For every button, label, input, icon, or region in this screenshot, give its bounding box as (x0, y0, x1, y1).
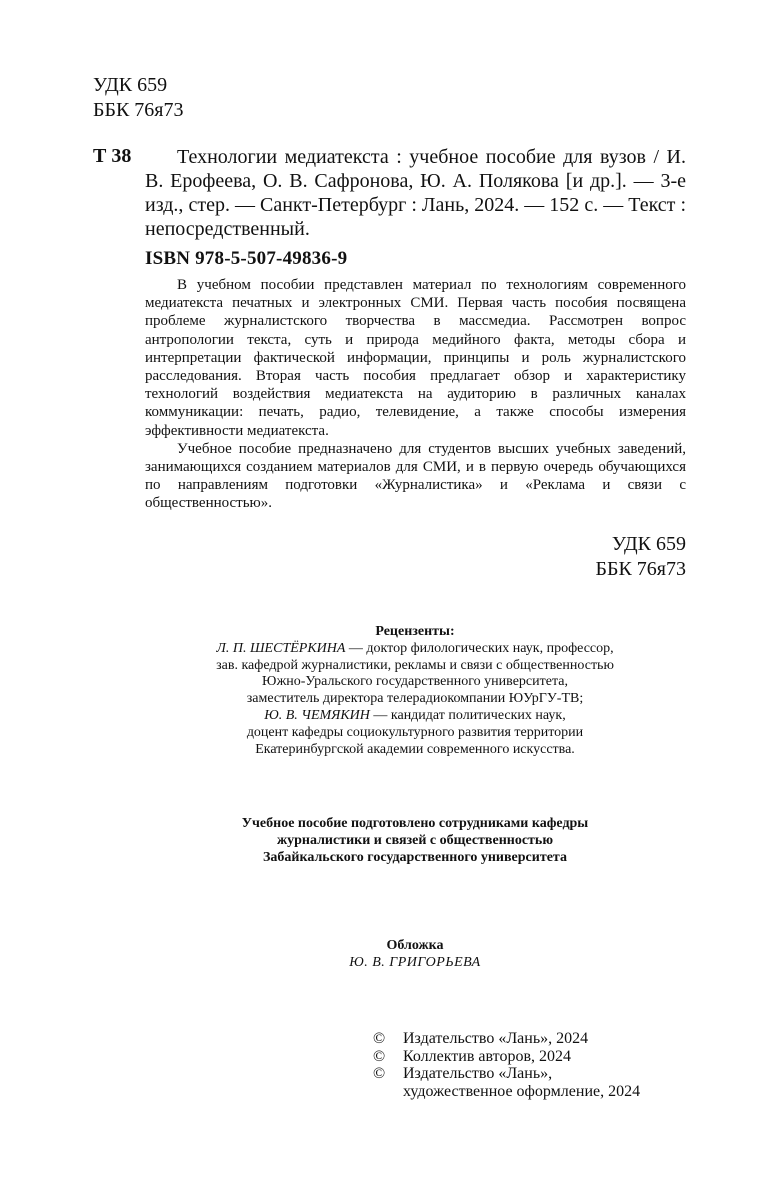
reviewer-credentials: заместитель директора телерадиокомпании ЮУрГУ-ТВ; (246, 691, 584, 707)
cover-author: Ю. В. ГРИГОРЬЕВА (349, 954, 481, 970)
reviewers-title: Рецензенты: (375, 624, 455, 639)
reviewer-name: Ю. В. ЧЕМЯКИН (264, 707, 370, 723)
reviewer-credentials: — доктор филологических наук, профессор, (345, 640, 614, 656)
bbk-code: ББК 76я73 (595, 558, 686, 580)
reviewer-credentials: — кандидат политических наук, (369, 707, 566, 723)
copyright-icon: © (373, 1065, 386, 1082)
annotation-paragraph: Учебное пособие предназначено для студентов высших учебных заведений, занимающихся созданием материалов для СМИ, и в первую очередь обучающихся по направлениям подготовки «Журналистика» и «Реклама и связи с общественностью». (145, 440, 686, 512)
copyright-row (373, 1065, 640, 1083)
bbk-code: ББК 76я73 (93, 99, 184, 121)
bibliographic-record (145, 145, 686, 241)
reviewer-credentials: зав. кафедрой журналистики, рекламы и связи с общественностью (216, 657, 614, 673)
copyright-text: Издательство «Лань», (403, 1065, 553, 1082)
reviewer-credentials: доцент кафедры социокультурного развития территории (246, 724, 584, 740)
copyright-spacer (373, 1083, 403, 1101)
biblio-line: 2024. — 152 с. — Текст : непосредственный. (145, 194, 686, 240)
reviewer-credentials: Южно-Уральского государственного университета, (262, 674, 568, 690)
udk-bbk-top (93, 73, 184, 123)
prepared-line: Учебное пособие подготовлено сотрудниками кафедры (241, 816, 589, 831)
cover-credit (150, 938, 680, 972)
biblio-line: Технологии медиатекста : учебное пособие для (177, 146, 593, 168)
copyright-text: художественное оформление, 2024 (403, 1082, 641, 1100)
copyright-text: Издательство «Лань», 2024 (403, 1030, 589, 1047)
copyright-text: Коллектив авторов, 2024 (403, 1047, 571, 1065)
isbn: ISBN 978-5-507-49836-9 (145, 248, 348, 269)
udk-code: УДК 659 (93, 74, 168, 96)
cover-title: Обложка (386, 938, 444, 953)
copyright-icon: © (373, 1030, 386, 1047)
prepared-line: журналистики и связей с общественностью (276, 833, 554, 848)
biblio-line: [и др.]. — 3-е изд., стер. — Санкт-Петербург : Лань, (145, 170, 686, 216)
reviewer-credentials: Екатеринбургской академии современного искусства. (255, 741, 575, 757)
copyright-icon: © (373, 1047, 386, 1065)
catalog-code: Т 38 (93, 145, 132, 167)
udk-code: УДК 659 (611, 533, 686, 555)
biblio-line: вузов / И. В. Ерофеева, О. В. Сафронова, Ю. А. Полякова (145, 146, 686, 192)
udk-bbk-bottom (595, 532, 686, 582)
copyright-block (373, 1030, 640, 1100)
annotation-paragraph: В учебном пособии представлен материал по технологиям современного медиатекста печатных и электронных СМИ. Первая часть пособия посвящена проблеме журналистского творчества в массмедиа. Рассмотрен вопрос антропологии текста, суть и природа медийного факта, методы сбора и интерпретации фактической информации, принципы и роль журналистского расследования. Вторая часть пособия предлагает обзор и характеристику технологий воздействия медиатекста на аудиторию в различных каналах коммуникации: печать, радио, телевидение, а также способы измерения эффективности медиатекста. (145, 277, 686, 439)
prepared-line: Забайкальского государственного университета (263, 850, 567, 865)
copyright-row (373, 1030, 640, 1048)
copyright-row (373, 1083, 640, 1101)
prepared-by-block (140, 815, 690, 866)
copyright-row (373, 1048, 640, 1066)
annotation (145, 276, 686, 513)
reviewer-name: Л. П. ШЕСТЁРКИНА (216, 640, 346, 656)
reviewers-block (150, 624, 680, 758)
